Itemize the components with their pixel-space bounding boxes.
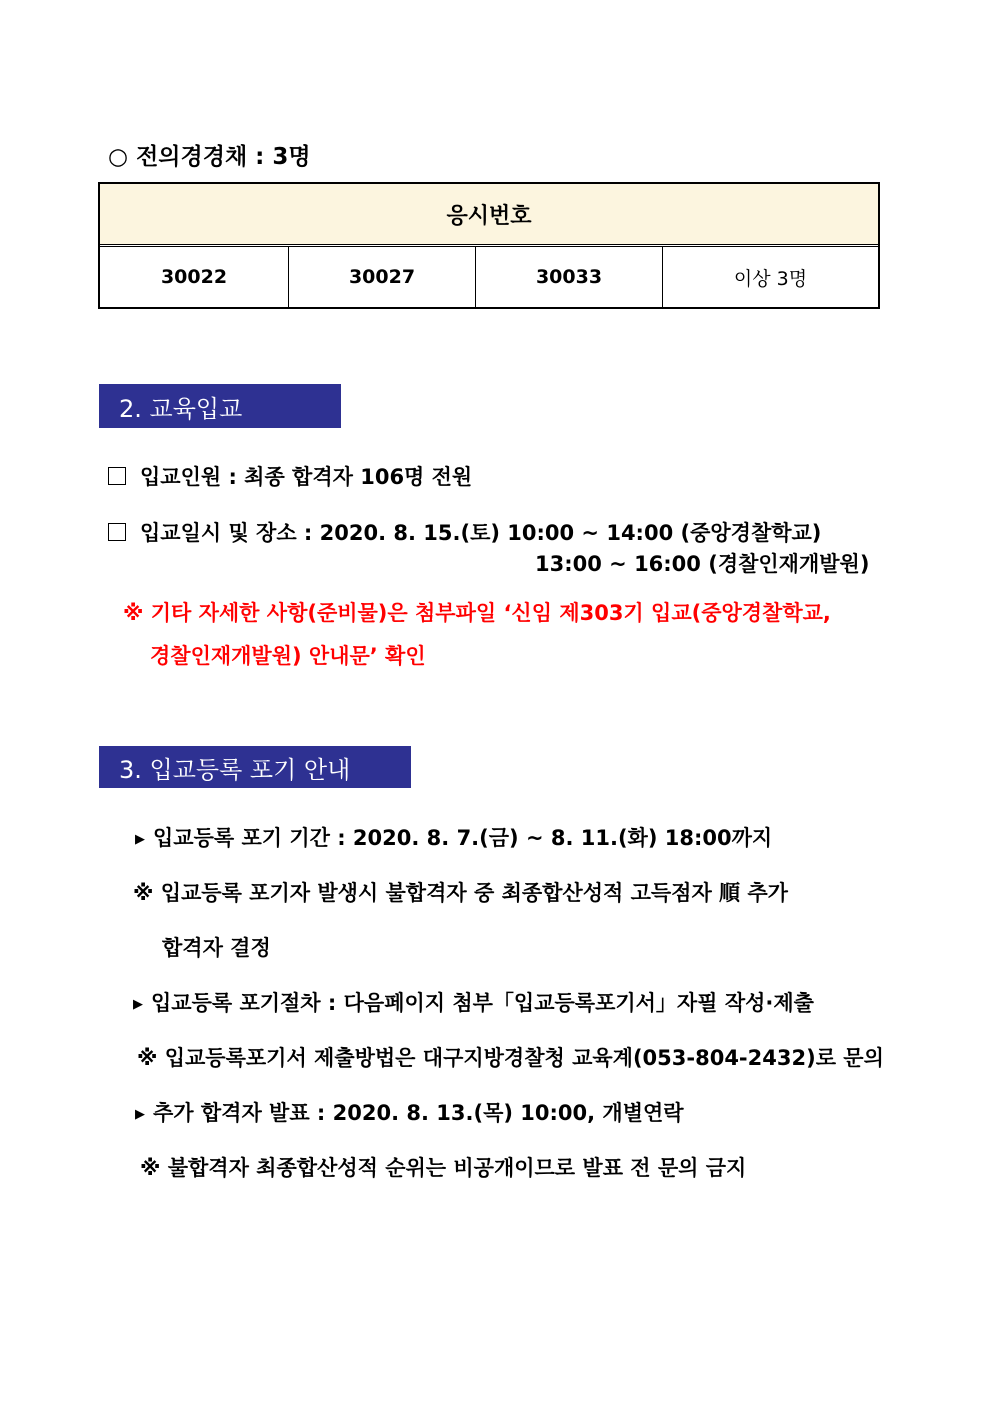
table-cell-total: 이상 3명 <box>662 247 878 307</box>
waiver-period-text: 입교등록 포기 기간 : 2020. 8. 7.(금) ~ 8. 11.(화) 18:00까지 <box>153 826 773 850</box>
section-banner-registration-waiver <box>99 746 411 788</box>
triangle-bullet-icon: ▶ <box>135 831 145 847</box>
note-ranking-private: ※ 불합격자 최종합산성적 순위는 비공개이므로 발표 전 문의 금지 <box>140 1156 747 1180</box>
triangle-bullet-icon: ▶ <box>133 996 143 1012</box>
waiver-period-item <box>135 822 772 852</box>
announcement-item <box>135 1097 684 1127</box>
table-row <box>100 247 878 307</box>
entry-schedule-text-2: 13:00 ~ 16:00 (경찰인재개발원) <box>535 552 870 576</box>
section-title: 3. 입교등록 포기 안내 <box>119 755 351 784</box>
table-cell: 30022 <box>160 266 228 288</box>
table-cell: 30033 <box>475 247 662 307</box>
section-title: 2. 교육입교 <box>119 394 243 423</box>
entry-schedule-item <box>108 517 821 547</box>
entry-schedule-text: 입교일시 및 장소 : 2020. 8. 15.(토) 10:00 ~ 14:00 (중앙경찰학교) <box>140 521 822 545</box>
section-banner-education-entry <box>99 384 341 428</box>
exam-number-table <box>98 182 880 309</box>
waiver-procedure-item <box>133 987 814 1017</box>
entry-members-item <box>108 461 472 491</box>
announcement-text: 추가 합격자 발표 : 2020. 8. 13.(목) 10:00, 개별연락 <box>153 1101 684 1125</box>
waiver-procedure-text: 입교등록 포기절차 : 다음페이지 첨부「입교등록포기서」자필 작성·제출 <box>151 991 814 1015</box>
checkbox-square-icon <box>108 467 126 485</box>
table-cell: 30027 <box>288 247 475 307</box>
note-details-cont: 경찰인재개발원) 안내문’ 확인 <box>150 644 426 668</box>
triangle-bullet-icon: ▶ <box>135 1106 145 1122</box>
section-heading-conscripted-police: ○ 전의경경채 : 3명 <box>108 144 311 170</box>
note-details: ※ 기타 자세한 사항(준비물)은 첨부파일 ‘신임 제303기 입교(중앙경찰학교, <box>123 601 831 625</box>
note-additional-pass-cont: 합격자 결정 <box>162 936 271 960</box>
note-additional-pass: ※ 입교등록 포기자 발생시 불합격자 중 최종합산성적 고득점자 順 추가 <box>133 881 788 905</box>
entry-members-text: 입교인원 : 최종 합격자 106명 전원 <box>140 465 473 489</box>
table-header-exam-number: 응시번호 <box>100 184 878 245</box>
note-submission-method: ※ 입교등록포기서 제출방법은 대구지방경찰청 교육계(053-804-2432)로 문의 <box>137 1046 884 1070</box>
checkbox-square-icon <box>108 523 126 541</box>
